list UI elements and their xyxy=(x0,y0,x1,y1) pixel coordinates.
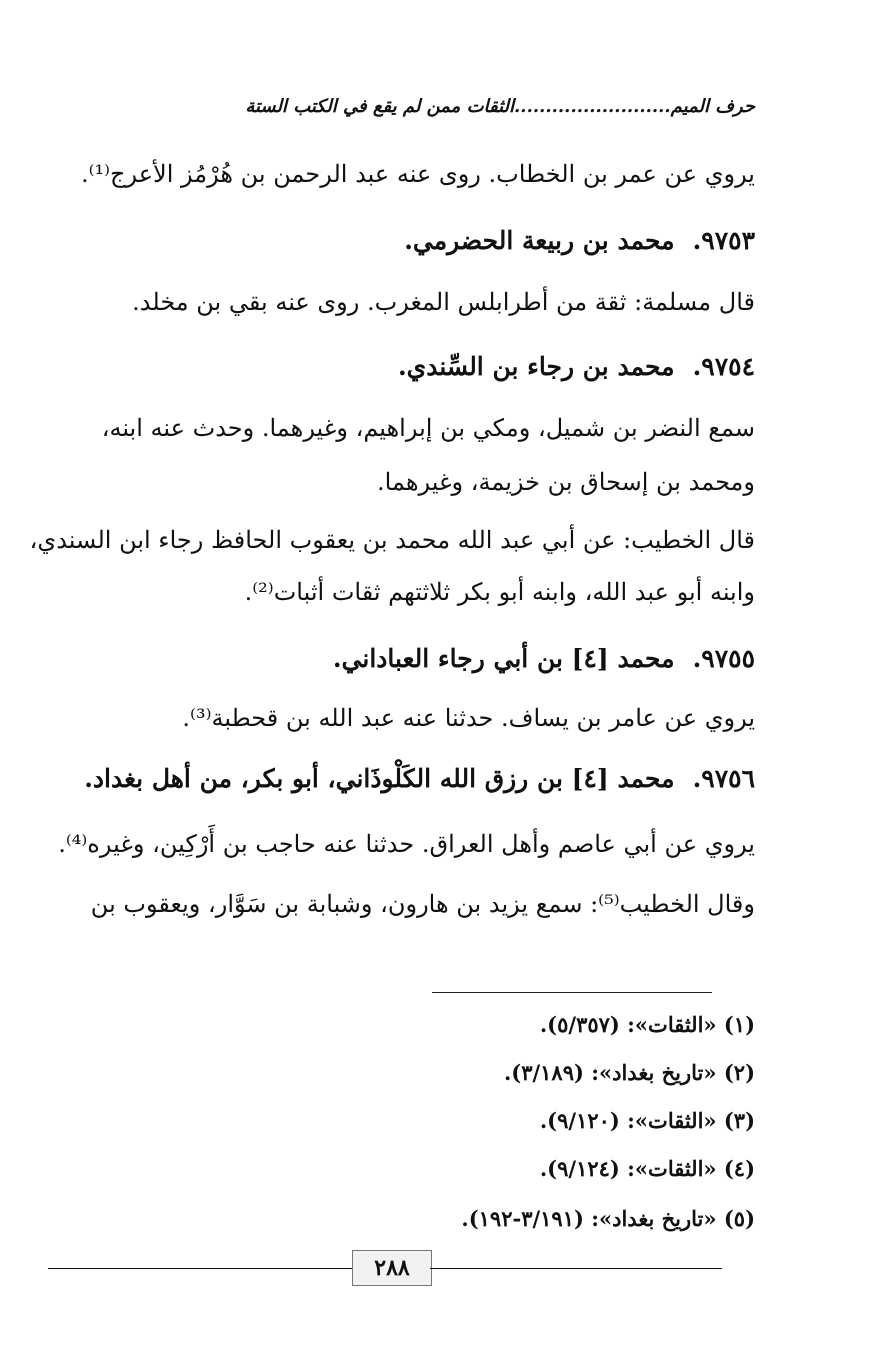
text-line: يروي عن عامر بن يساف. حدثنا عنه عبد الله بن قحطبة⁽³⁾. xyxy=(182,704,755,732)
entry-name: محمد بن ربيعة الحضرمي. xyxy=(404,226,675,255)
footer-rule-left xyxy=(48,1268,352,1269)
text-line: وابنه أبو عبد الله، وابنه أبو بكر ثلاثتهم ثقات أثبات⁽²⁾. xyxy=(244,578,755,606)
entry-heading-9753 xyxy=(404,226,755,255)
entry-number: ٩٧٥٥. xyxy=(692,644,755,673)
text-line: يروي عن أبي عاصم وأهل العراق. حدثنا عنه حاجب بن أَرْكِين، وغيره⁽⁴⁾. xyxy=(58,830,755,858)
footnote: (٤) «الثقات»: (٩/١٢٤). xyxy=(539,1156,755,1181)
text-line: وقال الخطيب⁽⁵⁾: سمع يزيد بن هارون، وشبابة بن سَوَّار، ويعقوب بن xyxy=(90,890,755,918)
entry-heading-9756 xyxy=(84,764,755,793)
entry-number: ٩٧٥٦. xyxy=(692,764,755,793)
footnote-separator xyxy=(432,992,712,993)
text-line: يروي عن عمر بن الخطاب. روى عنه عبد الرحمن بن هُرْمُز الأعرج⁽¹⁾. xyxy=(80,160,755,188)
entry-heading-9754 xyxy=(398,352,755,381)
footer-rule-right xyxy=(430,1268,722,1269)
running-header: حرف الميم.........................الثقات ممن لم يقع في الكتب الستة xyxy=(245,96,755,117)
text-line: ومحمد بن إسحاق بن خزيمة، وغيرهما. xyxy=(377,468,755,496)
entry-name: محمد بن رجاء بن السِّندي. xyxy=(397,352,675,381)
text-line: قال الخطيب: عن أبي عبد الله محمد بن يعقوب الحافظ رجاء ابن السندي، xyxy=(29,526,755,554)
footnote: (٢) «تاريخ بغداد»: (٣/١٨٩). xyxy=(503,1060,755,1085)
footnote: (١) «الثقات»: (٥/٣٥٧). xyxy=(539,1012,755,1037)
page-number: ٢٨٨ xyxy=(352,1250,432,1286)
text-line: سمع النضر بن شميل، ومكي بن إبراهيم، وغيرهما. وحدث عنه ابنه، xyxy=(101,414,755,442)
entry-number: ٩٧٥٣. xyxy=(692,226,755,255)
entry-heading-9755 xyxy=(333,644,755,673)
entry-number: ٩٧٥٤. xyxy=(692,352,755,381)
entry-name: محمد [٤] بن أبي رجاء العباداني. xyxy=(332,644,675,673)
text-line: قال مسلمة: ثقة من أطرابلس المغرب. روى عنه بقي بن مخلد. xyxy=(132,288,755,316)
entry-name: محمد [٤] بن رزق الله الكَلْوذَاني، أبو بكر، من أهل بغداد. xyxy=(84,764,675,793)
footnote: (٣) «الثقات»: (٩/١٢٠). xyxy=(539,1108,755,1133)
footnote: (٥) «تاريخ بغداد»: (٣/١٩١-١٩٢). xyxy=(461,1206,755,1231)
